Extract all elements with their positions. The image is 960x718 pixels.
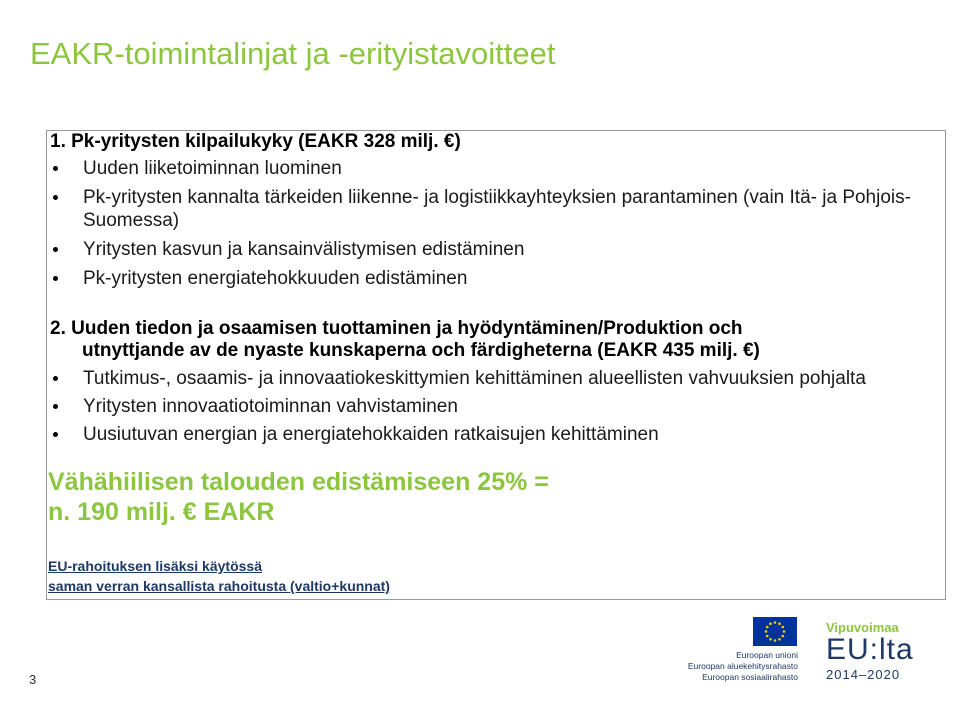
section-2-bullet-list xyxy=(50,367,930,451)
eu-star-icon xyxy=(783,630,786,633)
bullet-icon xyxy=(53,195,58,200)
eu-star-icon xyxy=(766,626,769,629)
eu-funding-logo-text: Euroopan unioni Euroopan aluekehitysrahasto Euroopan sosiaalirahasto xyxy=(687,650,798,682)
eu-star-icon xyxy=(765,630,768,633)
list-item: Pk-yritysten kannalta tärkeiden liikenne- ja logistiikkayhteyksien parantaminen (vain Itä- ja Pohjois-Suomessa) xyxy=(50,186,940,232)
eu-star-icon xyxy=(774,639,777,642)
eu-star-icon xyxy=(769,638,772,641)
eu-star-icon xyxy=(769,622,772,625)
eu-star-icon xyxy=(781,626,784,629)
slide-title: EAKR-toimintalinjat ja -erityistavoitteet xyxy=(30,36,556,71)
section-2-heading: 2. Uuden tiedon ja osaamisen tuottaminen ja hyödyntäminen/Produktion och utnyttjande av de nyaste kunskaperna och färdigheterna (EAKR 435 milj. €) xyxy=(50,318,760,361)
list-item: Tutkimus-, osaamis- ja innovaatiokeskittymien kehittäminen alueellisten vahvuuksien pohjalta xyxy=(50,367,930,390)
list-item: Yritysten innovaatiotoiminnan vahvistaminen xyxy=(50,395,930,418)
list-item: Uuden liiketoiminnan luominen xyxy=(50,157,940,180)
vipuvoimaa-eu-text: EU:lta xyxy=(826,633,914,666)
vipuvoimaa-name: Vipuvoimaa xyxy=(826,620,899,635)
bullet-icon xyxy=(53,247,58,252)
list-item: Pk-yritysten energiatehokkuuden edistäminen xyxy=(50,267,940,290)
eu-star-icon xyxy=(778,638,781,641)
low-carbon-highlight: Vähähiilisen talouden edistämiseen 25% = n. 190 milj. € EAKR xyxy=(48,468,549,526)
bullet-icon xyxy=(53,404,58,409)
bullet-icon xyxy=(53,276,58,281)
bullet-icon xyxy=(53,376,58,381)
bullet-icon xyxy=(53,432,58,437)
section-1-heading: 1. Pk-yritysten kilpailukyky (EAKR 328 milj. €) xyxy=(50,131,461,152)
list-item: Uusiutuvan energian ja energiatehokkaiden ratkaisujen kehittäminen xyxy=(50,423,930,446)
vipuvoimaa-logo xyxy=(826,620,950,684)
page-number: 3 xyxy=(29,672,37,687)
bullet-icon xyxy=(53,166,58,171)
list-item: Yritysten kasvun ja kansainvälistymisen edistäminen xyxy=(50,238,940,261)
eu-star-icon xyxy=(774,621,777,624)
eu-star-icon xyxy=(781,635,784,638)
vipuvoimaa-years: 2014–2020 xyxy=(826,667,901,682)
funding-note: EU-rahoituksen lisäksi käytössä saman verran kansallista rahoitusta (valtio+kunnat) xyxy=(48,558,390,594)
section-1-bullet-list xyxy=(50,157,940,296)
eu-star-icon xyxy=(766,635,769,638)
eu-star-icon xyxy=(778,622,781,625)
eu-flag-icon xyxy=(753,617,797,646)
